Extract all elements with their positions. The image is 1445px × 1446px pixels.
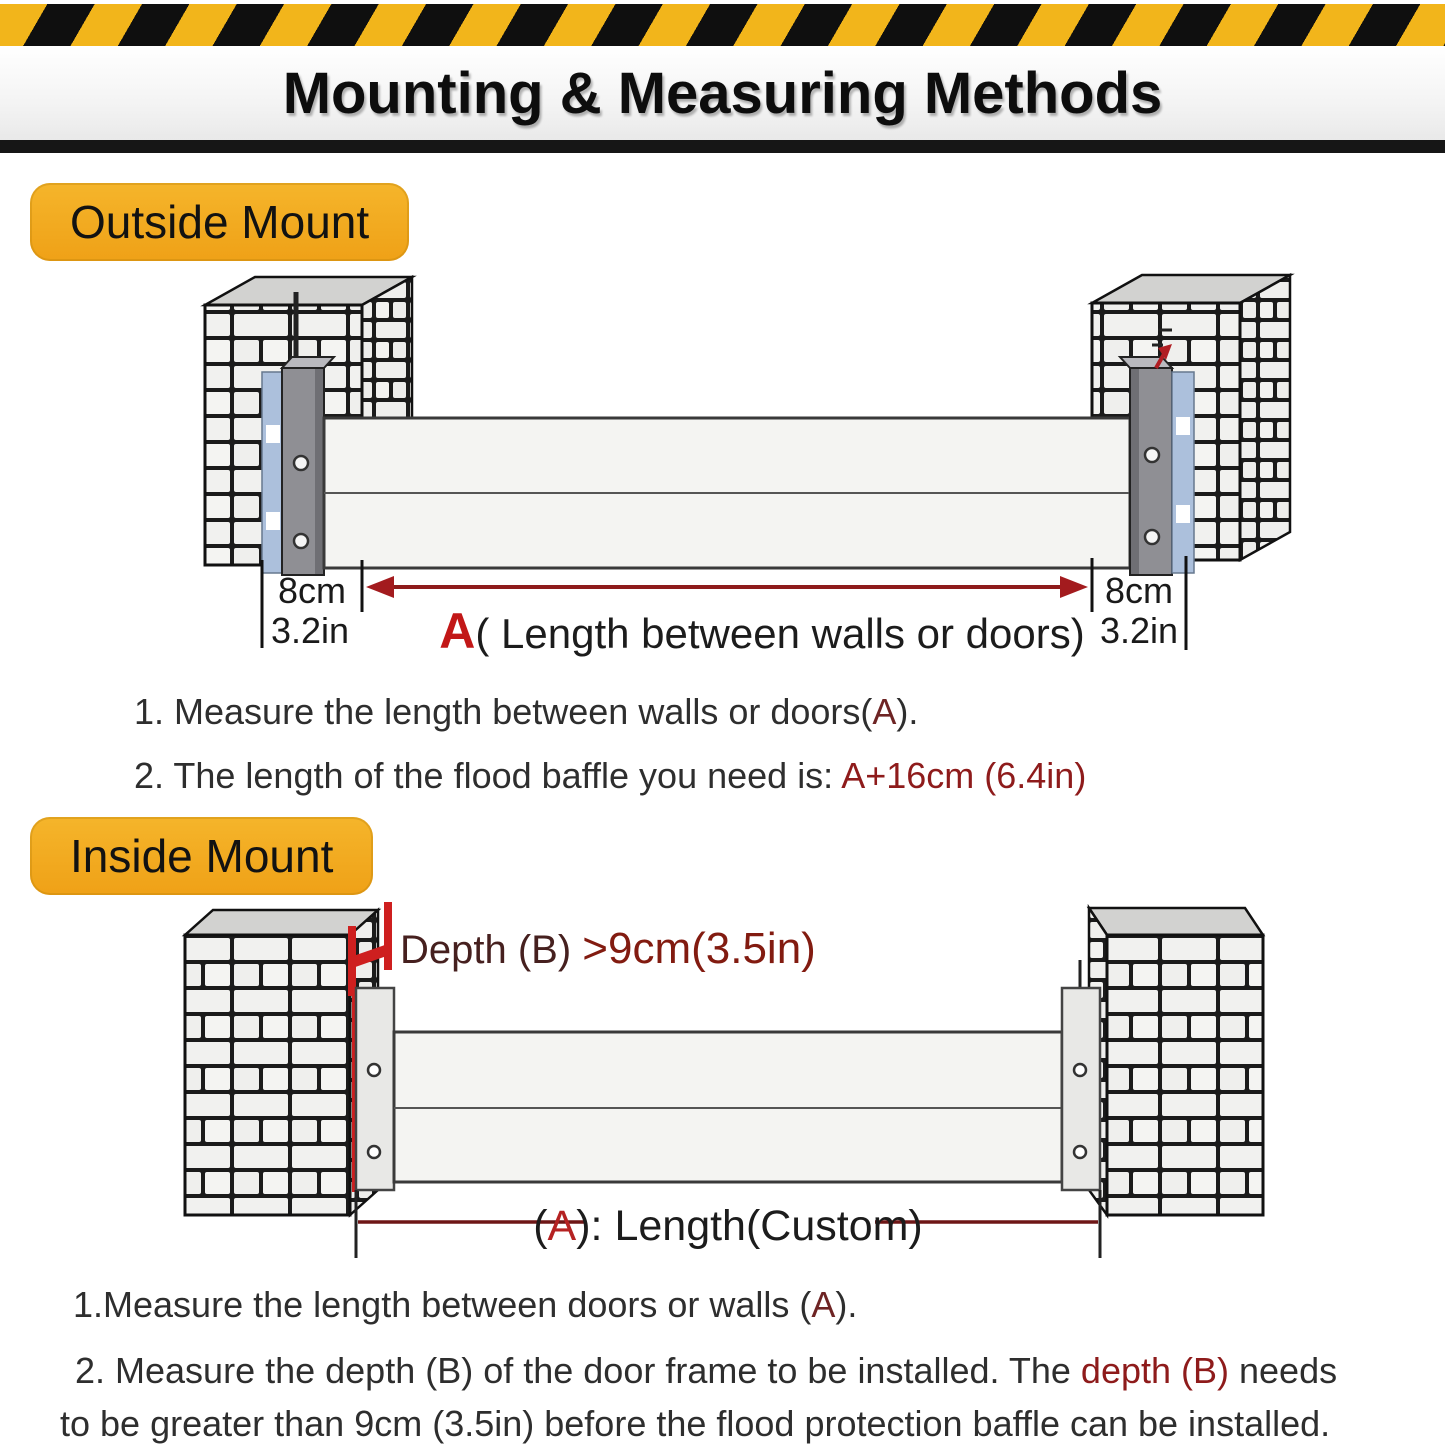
title-band (0, 46, 1445, 140)
svg-text:3.2in: 3.2in (270, 610, 350, 651)
inside-mount-label (30, 817, 373, 895)
screw-icon (294, 456, 308, 470)
screw-icon (1145, 448, 1159, 462)
dimension-length-caption: (A): Length(Custom) (533, 1202, 923, 1250)
page-title: Mounting & Measuring Methods (282, 60, 1163, 126)
dimension-span-caption: A( Length between walls or doors) (439, 603, 1085, 659)
dimension-span-arrow (366, 576, 1088, 598)
screw-icon (294, 534, 308, 548)
svg-text:3.2in: 3.2in (1099, 610, 1179, 651)
mounting-channel-right (1062, 960, 1100, 1190)
inside-mount-diagram (0, 898, 1445, 1270)
inside-mount-steps (60, 1283, 1337, 1446)
dimension-length (356, 1190, 1100, 1258)
inside-step-1: 1.Measure the length between doors or walls (A). (73, 1284, 858, 1325)
screw-icon (1074, 1064, 1086, 1076)
outside-mount-label-text: Outside Mount (70, 196, 370, 248)
screw-icon (368, 1146, 380, 1158)
inside-mount-label-text: Inside Mount (70, 830, 334, 882)
outside-step-1: 1. Measure the length between walls or doors(A). (134, 691, 919, 732)
svg-text:8cm: 8cm (1104, 570, 1174, 611)
outside-mount-steps (134, 690, 1086, 818)
screw-icon (368, 1064, 380, 1076)
inside-step-2-line-1: 2. Measure the depth (B) of the door frame to be installed. The depth (B) needs (75, 1350, 1338, 1392)
inside-step-2-line-2: to be greater than 9cm (3.5in) before the flood protection baffle can be installed. (60, 1403, 1331, 1445)
screw-icon (1074, 1146, 1086, 1158)
banner-divider (0, 140, 1445, 153)
hazard-stripes-icon (0, 4, 1445, 46)
mounting-channel-left (356, 988, 394, 1190)
outside-mount-diagram (0, 250, 1445, 670)
dimension-right-offset (1092, 556, 1186, 651)
flood-barrier-panels (394, 1032, 1062, 1182)
brick-wall-right (1089, 908, 1263, 1215)
svg-text:8cm: 8cm (277, 570, 347, 611)
dimension-left-offset (262, 560, 362, 651)
banner (0, 0, 1445, 153)
flood-barrier-panels (324, 418, 1130, 568)
depth-caption: Depth (B) >9cm(3.5in) (400, 924, 816, 973)
screw-icon (1145, 530, 1159, 544)
mounting-channel-right (1120, 344, 1194, 575)
outside-step-2: 2. The length of the flood baffle you need is: A+16cm (6.4in) (134, 755, 1087, 797)
